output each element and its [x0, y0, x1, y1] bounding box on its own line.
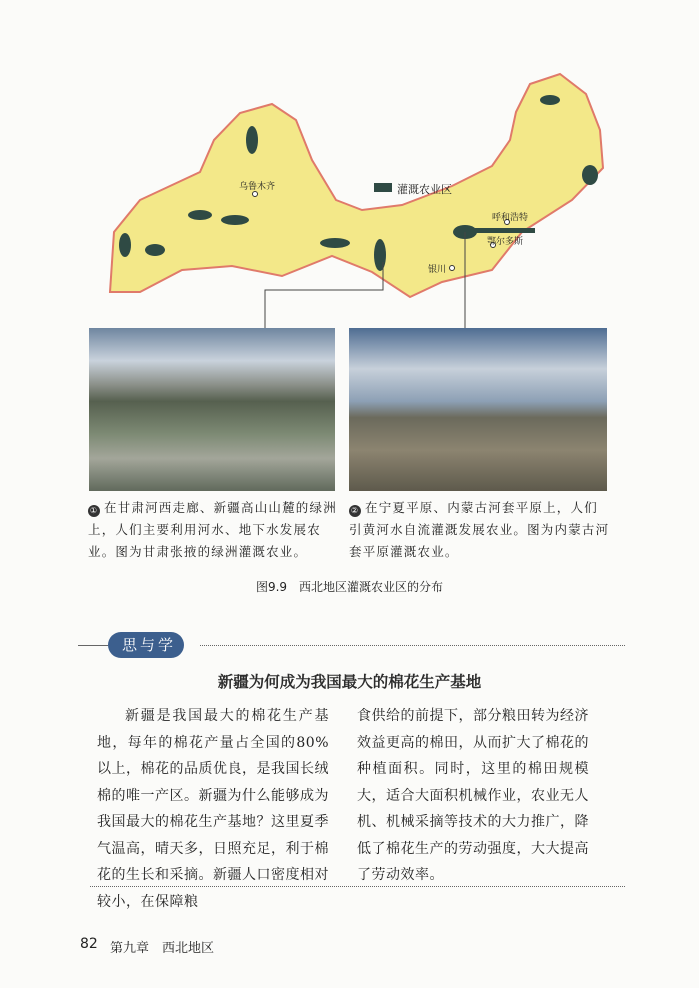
body-column-1: 新疆是我国最大的棉花生产基地，每年的棉花产量占全国的80%以上，棉花的品质优良，是我国长绒棉的唯一产区。新疆为什么能够成为我国最大的棉花生产基地？这里夏季气温高，晴天多，日照充足，利于棉花的生长和采摘。新疆人口密度相对较小，在保障粮	[97, 708, 329, 910]
marker-icon: ②	[350, 506, 360, 515]
divider	[78, 645, 108, 646]
map-legend-label: 灌溉农业区	[397, 183, 452, 196]
photo-hetao-plain	[349, 328, 607, 491]
photo-zhangye-oasis	[89, 328, 335, 491]
section-badge: 思与学	[108, 632, 184, 658]
marker-icon: ①	[89, 506, 99, 515]
city-label: 银川	[428, 265, 447, 275]
figure-title: 图9.9 西北地区灌溉农业区的分布	[255, 580, 444, 594]
body-column-2: 食供给的前提下，部分粮田转为经济效益更高的棉田，从而扩大了棉花的种植面积。同时，这里的棉田规模大，适合大面积机械作业，农业无人机、机械采摘等技术的大力推广，降低了棉花生产的劳动强度，大大提高了劳动效率。	[357, 708, 589, 883]
section-heading: 新疆为何成为我国最大的棉花生产基地	[217, 673, 482, 691]
irrigation-map	[0, 0, 699, 340]
page-number: 82	[80, 936, 98, 952]
right-caption	[349, 497, 611, 563]
chapter-label: 第九章 西北地区	[110, 941, 215, 956]
divider	[200, 645, 625, 646]
caption-text: 在甘肃河西走廊、新疆高山山麓的绿洲上，人们主要利用河水、地下水发展农业。图为甘肃张掖的绿洲灌溉农业。	[88, 500, 337, 559]
divider	[90, 886, 625, 887]
city-label: 呼和浩特	[492, 213, 529, 223]
caption-text: 在宁夏平原、内蒙古河套平原上，人们引黄河水自流灌溉发展农业。图为内蒙古河套平原灌溉农业。	[349, 500, 610, 559]
city-label: 鄂尔多斯	[487, 237, 524, 247]
left-caption	[88, 497, 338, 563]
city-label: 乌鲁木齐	[239, 182, 276, 192]
legend-swatch	[374, 183, 392, 192]
